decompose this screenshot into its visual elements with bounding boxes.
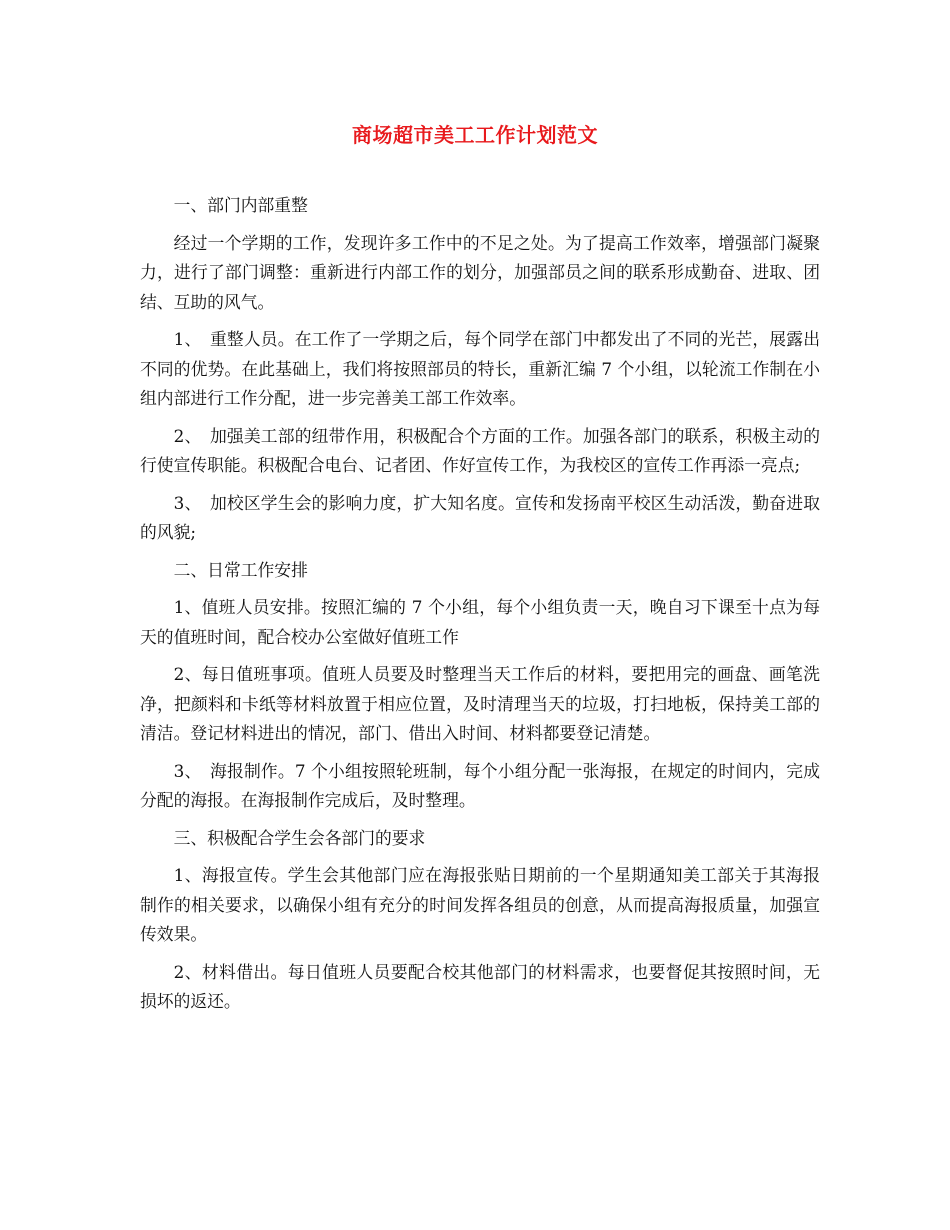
list-item: 1、值班人员安排。按照汇编的 7 个小组，每个小组负责一天，晚自习下课至十点为每天的值班时间，配合校办公室做好值班工作 — [140, 597, 820, 647]
section-heading: 二、日常工作安排 — [173, 559, 308, 580]
section-heading: 三、积极配合学生会各部门的要求 — [173, 827, 426, 848]
section-heading: 一、部门内部重整 — [173, 195, 308, 215]
list-item: 3、 加校区学生会的影响力度，扩大知名度。宣传和发扬南平校区生动活泼，勤奋进取的风貌; — [140, 492, 820, 542]
list-item: 2、 加强美工部的纽带作用，积极配合个方面的工作。加强各部门的联系，积极主动的行使宣传职能。积极配合电台、记者团、作好宣传工作，为我校区的宣传工作再添一亮点; — [140, 425, 820, 475]
document-body — [140, 191, 820, 1025]
list-item: 2、材料借出。每日值班人员要配合校其他部门的材料需求，也要督促其按照时间，无损坏的返还。 — [140, 961, 820, 1011]
list-item: 1、海报宣传。学生会其他部门应在海报张贴日期前的一个星期通知美工部关于其海报制作的相关要求，以确保小组有充分的时间发挥各组员的创意，从而提高海报质量，加强宣传效果。 — [140, 865, 820, 944]
list-item: 1、 重整人员。在工作了一学期之后，每个同学在部门中都发出了不同的光芒，展露出不同的优势。在此基础上，我们将按照部员的特长，重新汇编 7 个小组，以轮流工作制在小组内部进行工作分配，进一步完善美工部工作效率。 — [140, 329, 820, 408]
list-item: 2、每日值班事项。值班人员要及时整理当天工作后的材料，要把用完的画盘、画笔洗净，把颜料和卡纸等材料放置于相应位置，及时清理当天的垃圾，打扫地板，保持美工部的清洁。登记材料进出的情况，部门、借出入时间、材料都要登记清楚。 — [140, 664, 820, 743]
paragraph: 经过一个学期的工作，发现许多工作中的不足之处。为了提高工作效率，增强部门凝聚力，进行了部门调整：重新进行内部工作的划分，加强部员之间的联系形成勤奋、进取、团结、互助的风气。 — [140, 232, 820, 312]
list-item: 3、 海报制作。7 个小组按照轮班制，每个小组分配一张海报，在规定的时间内，完成分配的海报。在海报制作完成后，及时整理。 — [140, 760, 820, 810]
document-title: 商场超市美工工作计划范文 — [352, 123, 598, 147]
